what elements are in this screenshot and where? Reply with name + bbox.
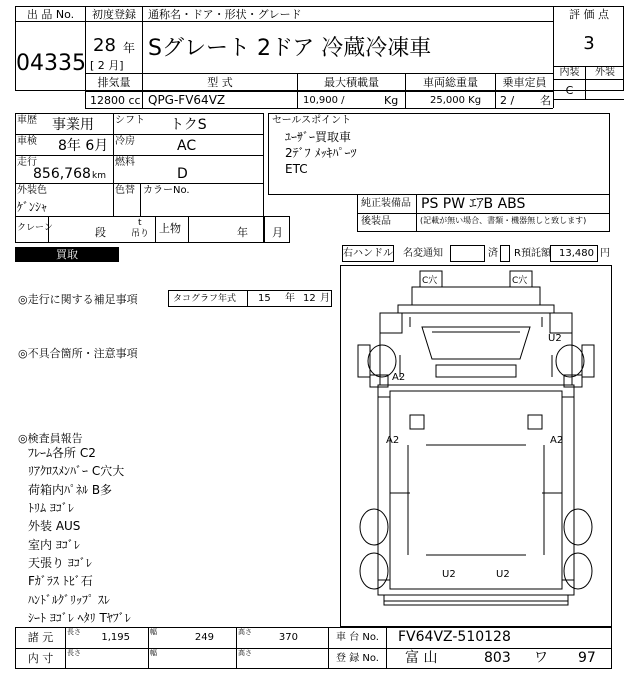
reg-year: 28 bbox=[93, 35, 116, 56]
ac: AC bbox=[177, 138, 197, 154]
length-label: 長さ bbox=[67, 628, 81, 636]
crane-steps: 段 bbox=[95, 226, 106, 239]
defects-label: ◎不具合箇所・注意事項 bbox=[18, 347, 138, 360]
diagram-mark-front-right: C穴 bbox=[512, 276, 528, 286]
interior-score: C bbox=[565, 84, 574, 97]
inspector-label: ◎検査員報告 bbox=[18, 432, 83, 445]
height-label: 高さ bbox=[238, 628, 252, 636]
mileage-unit: km bbox=[92, 171, 106, 181]
fuel: D bbox=[177, 166, 188, 182]
ac-label: 冷房 bbox=[115, 136, 135, 147]
reg-class: 803 bbox=[484, 650, 511, 666]
sales-point-3: ETC bbox=[285, 162, 308, 176]
inspector-item-9: ﾊﾝﾄﾞﾙｸﾞﾘｯﾌﾟ ｽﾚ bbox=[28, 593, 110, 607]
inspector-item-4: ﾄﾘﾑ ﾖｺﾞﾚ bbox=[28, 501, 74, 515]
shift: トクS bbox=[170, 117, 207, 133]
width: 249 bbox=[194, 632, 214, 643]
equipment: PS PW ｴｱB ABS bbox=[421, 196, 526, 212]
dims-label: 諸 元 bbox=[27, 631, 54, 644]
recycle-box bbox=[500, 245, 510, 262]
mileage-label: 走行 bbox=[17, 157, 37, 168]
history-label: 車歴 bbox=[17, 115, 37, 126]
diagram-mark-rear-left: U2 bbox=[442, 569, 456, 580]
mileage: 856,768 bbox=[33, 166, 91, 182]
crane-t: t bbox=[138, 218, 142, 228]
chassis: FV64VZ-510128 bbox=[398, 629, 511, 645]
tacho-year-unit: 年 bbox=[285, 293, 295, 304]
inner-height-label: 高さ bbox=[238, 649, 252, 657]
sales-point-1: ﾕｰｻﾞｰ買取車 bbox=[285, 130, 352, 144]
capacity: 2 / bbox=[500, 94, 515, 107]
recycle-fee: 13,480 bbox=[559, 248, 594, 259]
max-load: 10,900 / bbox=[303, 95, 345, 106]
inspection: 8年 6月 bbox=[58, 138, 109, 154]
aftermarket-note: (記載が無い場合、書類・機器無しと致します) bbox=[420, 216, 587, 225]
displacement-label: 排気量 bbox=[97, 76, 131, 89]
equipment-label: 純正装備品 bbox=[361, 198, 411, 209]
inspector-item-5: 外装 AUS bbox=[28, 519, 81, 533]
width-label: 幅 bbox=[150, 628, 157, 636]
height: 370 bbox=[278, 632, 298, 643]
first-reg-label: 初度登録 bbox=[92, 8, 136, 21]
inspector-item-7: 天張り ﾖｺﾞﾚ bbox=[28, 556, 92, 570]
ownership-box bbox=[450, 245, 485, 262]
truck-diagram bbox=[340, 265, 612, 627]
lot-no: 04335 bbox=[16, 51, 86, 76]
reg-region: 富 山 bbox=[405, 650, 438, 666]
max-load-unit: Kg bbox=[384, 94, 399, 107]
upper-year: 年 bbox=[237, 226, 248, 239]
diagram-mark-box-left: A2 bbox=[386, 435, 400, 446]
diagram-mark-box-right: A2 bbox=[550, 435, 564, 446]
inspector-item-10: ｼｰﾄ ﾖｺﾞﾚ ﾍﾀﾘ Tﾔﾌﾞﾚ bbox=[28, 611, 131, 625]
inspector-item-8: Fｶﾞﾗｽ ﾄﾋﾞ石 bbox=[28, 574, 93, 588]
fuel-label: 燃料 bbox=[115, 157, 135, 168]
reg-label: 登 録 No. bbox=[336, 653, 379, 664]
score: 3 bbox=[583, 33, 595, 54]
driving-notes-label: ◎走行に関する補足事項 bbox=[18, 293, 138, 306]
interior-label: 内装 bbox=[559, 67, 580, 78]
chassis-label: 車 台 No. bbox=[336, 632, 379, 643]
inner-width-label: 幅 bbox=[150, 649, 157, 657]
diagram-mark-rear-right: U2 bbox=[496, 569, 510, 580]
gross-label: 車両総重量 bbox=[423, 76, 478, 89]
inspector-item-3: 荷箱内ﾊﾟﾈﾙ B多 bbox=[28, 483, 113, 497]
length: 1,195 bbox=[101, 632, 130, 643]
exterior-label: 外装 bbox=[595, 67, 615, 78]
grade-label: 通称名・ドア・形状・グレード bbox=[148, 8, 302, 21]
displacement: 12800 cc bbox=[90, 94, 141, 107]
ext-color: ｹﾞﾝｼｬ bbox=[17, 200, 48, 214]
score-label: 評 価 点 bbox=[569, 8, 609, 21]
inner-length-label: 長さ bbox=[67, 649, 81, 657]
inspector-item-2: ﾘｱｸﾛｽﾒﾝﾊﾞｰ C穴大 bbox=[28, 464, 125, 478]
sales-point-2: 2ﾃﾞﾌ ﾒｯｷﾊﾟｰﾂ bbox=[285, 146, 357, 160]
reg-month: [ 2 月] bbox=[90, 59, 124, 72]
tacho-year: 15 bbox=[258, 293, 271, 304]
sales-points-label: セールスポイント bbox=[272, 115, 352, 126]
diagram-mark-front-left: C穴 bbox=[422, 276, 438, 286]
lot-no-label: 出 品 No. bbox=[26, 8, 75, 21]
recycle-unit: 円 bbox=[600, 248, 610, 259]
inspector-item-1: ﾌﾚｰﾑ各所 C2 bbox=[28, 446, 96, 460]
color-change-label: 色替 bbox=[115, 185, 135, 196]
inspection-label: 車検 bbox=[17, 136, 37, 147]
capacity-unit: 名 bbox=[540, 94, 551, 107]
aftermarket-label: 後装品 bbox=[361, 216, 391, 227]
rhd-label: 右ハンドル bbox=[343, 248, 393, 259]
recycle-label: 済 bbox=[488, 248, 498, 259]
capacity-label: 乗車定員 bbox=[502, 76, 547, 89]
gross-weight: 25,000 Kg bbox=[430, 95, 482, 106]
tacho-month: 12 bbox=[303, 293, 316, 304]
upper-month: 月 bbox=[272, 226, 283, 239]
reg-year-unit: 年 bbox=[123, 41, 136, 55]
history: 事業用 bbox=[52, 117, 94, 133]
crane-label: クレーン bbox=[17, 223, 53, 233]
color-no-label: カラーNo. bbox=[143, 185, 190, 196]
diagram-mark-cab-right: U2 bbox=[548, 333, 562, 344]
reg-number: 97 bbox=[578, 650, 596, 666]
model-label: 型 式 bbox=[207, 76, 233, 89]
grade: Sグレート 2ドア 冷蔵冷凍車 bbox=[148, 36, 432, 61]
upper-label: 上物 bbox=[159, 222, 181, 235]
tacho-month-unit: 月 bbox=[320, 293, 330, 304]
diagram-mark-cab-left: A2 bbox=[392, 372, 406, 383]
purchase-badge: 買取 bbox=[15, 247, 119, 262]
inner-dims-label: 内 寸 bbox=[27, 652, 54, 665]
shift-label: シフト bbox=[115, 115, 145, 126]
crane-hang: 吊り bbox=[131, 229, 150, 239]
ext-color-label: 外装色 bbox=[17, 185, 47, 196]
inspector-item-6: 室内 ﾖｺﾞﾚ bbox=[28, 538, 80, 552]
ownership-label: 名変通知 bbox=[403, 248, 443, 259]
tacho-label: タコグラフ年式 bbox=[173, 294, 237, 304]
reg-kana: ワ bbox=[534, 650, 548, 666]
recycle-fee-label: R預託額 bbox=[514, 248, 551, 259]
model: QPG-FV64VZ bbox=[148, 93, 226, 107]
max-load-label: 最大積載量 bbox=[324, 76, 379, 89]
